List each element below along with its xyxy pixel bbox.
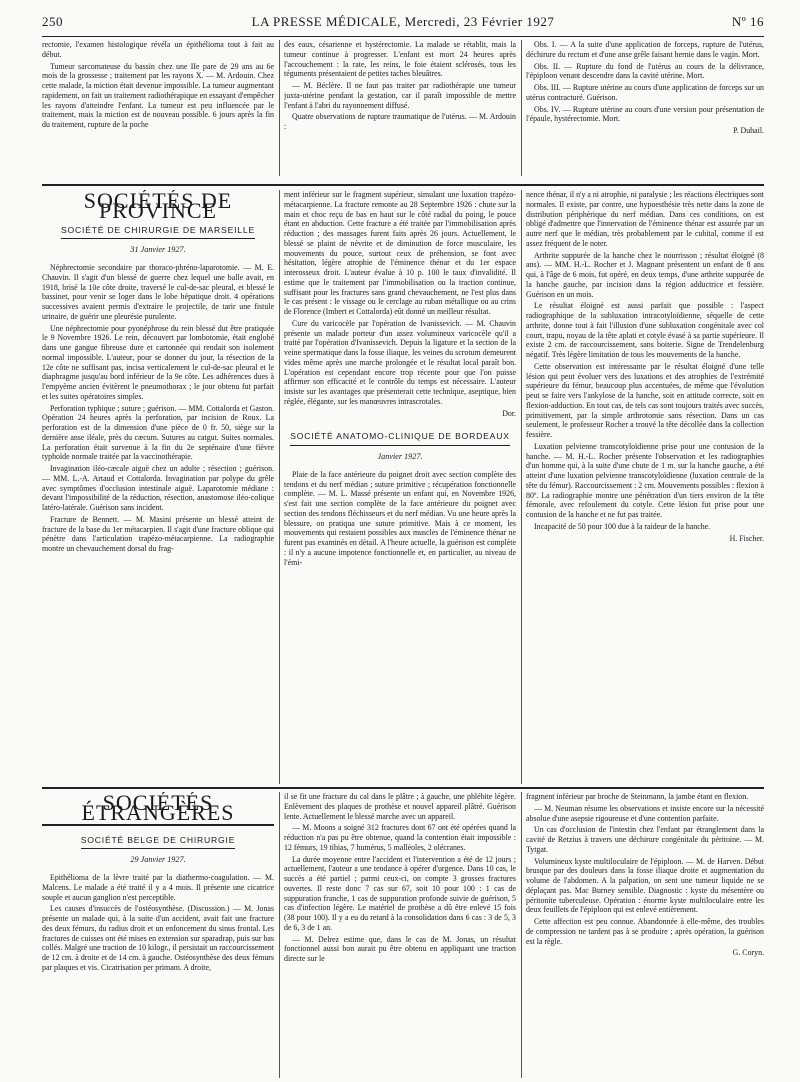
paragraph: Fracture de Bennett. — M. Masini présente un blessé atteint de fracture de la base du 1er métacarpien. Il s'agit d'une fracture oblique qui pénètre dans l'articulation trapézo-métacarpienne. La radiographie montre un chevauchement dorsal du frag- [42, 514, 274, 553]
province-column-3 [526, 190, 764, 784]
paragraph: La durée moyenne entre l'accident et l'intervention a été de 12 jours ; actuellement, l'auteur a une tendance à opérer d'urgence. Dans 10 cas, le succès a été partiel ; parmi ceux-ci, on compte 3 grosses fractures ouvertes. Il reste donc 7 cas sur 67, soit 10 pour 100 : 1 cas de suppuration franche, 1 cas de suppuration profonde suivie de guérison, 5 cas d'infection légère. Le matériel de prothèse a dû être enlevé 15 fois (38 pour 100). Il y a eu du retard à la consolidation dans 6 cas : 3 de 5, 3 de 6, 3 de 1 an. [284, 854, 516, 932]
paragraph: — M. Delrez estime que, dans le cas de M. Jonas, un résultat fonctionnel aussi bon aurait pu être obtenu en appliquant une traction directe sur le [284, 934, 516, 963]
etrangeres-column-2 [284, 792, 516, 1082]
paragraph: Le résultat éloigné est aussi parfait que possible : l'aspect radiographique de la subluxation intracotyloïdienne, séquelle de cette arthrite, donne tout à fait l'illusion d'une subluxation congénitale avec col court, trapu, noyau de la tête aplati et cotyle évasé à sa partie supérieure. Il existe 2 cm. de raccourcissement, sans boiterie. Signe de Trendelenburg négatif. Très légère limitation de tous les mouvements de la hanche. [526, 301, 764, 359]
paragraph: — M. Neuman résume les observations et insiste encore sur la nécessité absolue d'une asepsie rigoureuse et d'une contention parfaite. [526, 803, 764, 823]
section-title-province: SOCIÉTÉS DE PROVINCE [83, 190, 233, 223]
top-column-2 [284, 40, 516, 178]
paragraph: Luxation pelvienne transcotyloïdienne prise pour une contusion de la hanche. — M. H.-L. Rocher présente l'observation et les radiographies d'un homme qui, à la suite d'une chute de 1 m. sur la hanche gauche, a été atteint d'une luxation pelvienne transcotyloïdienne (luxation centrale de la tête du fémur). Raccourcissement : 2 cm. Mouvements possibles : flexion à 80º. La radiographie montre une pénétration d'un tiers environ de la tête fémorale, avec refoulement du cotyle. Cette lésion fut prise pour une contusion de la hanche et ne fut pas traitée. [526, 441, 764, 519]
paragraph: Invagination iléo-cæcale aiguë chez un adulte ; résection ; guérison. — MM. L.-A. Artaud et Cottalorda. Invagination par polype du grêle avec symptômes d'occlusion intestinale aiguë. Laparotomie médiane : devant l'impossibilité de la réduction, résection, anastomose iléo-colique latéro-latérale. Guérison sans incident. [42, 464, 274, 512]
journal-title: LA PRESSE MÉDICALE, Mercredi, 23 Février 1927 [251, 14, 555, 29]
signature: H. Fischer. [729, 533, 764, 543]
paragraph: — M. Béclère. Il ne faut pas traiter par radiothérapie une tumeur juxta-utérine pendant la gestation, car il paraît impossible de mettre l'enfant à l'abri du rayonnement diffusé. [284, 81, 516, 110]
paragraph: Incapacité de 50 pour 100 due à la raideur de la hanche. [534, 521, 711, 531]
paragraph: — M. Moons a soigné 312 fractures dont 67 ont été opérées quand la réduction n'a pas pu être obtenue, quand la contention était impossible : 12 fémurs, 19 tibias, 7 humérus, 5 malléoles, 2 olécranes. [284, 823, 516, 852]
paragraph: Obs. II. — Rupture du fond de l'utérus au cours de la délivrance, l'épiploon venant descendre dans la cavité utérine. Mort. [526, 61, 764, 81]
column-divider [521, 40, 522, 176]
paragraph: Les causes d'insuccès de l'ostéosynthèse. (Discussion.) — M. Jonas présente un malade qui, à la suite d'un accident, avait fait une fracture des deux fémurs, du radius droit et un enfoncement du sinus frontal. Les fractures de cuisses ont été mises en extension sur sparadrap, puis sur bas collés. Malgré une traction de 10 kilogr., il persistait un raccourcissement de 12 cm. à droite et de 14 cm. à gauche. Ostéosynthèse des deux fémurs par plaques et vis. Cicatrisation per primam. A droite, [42, 904, 274, 972]
etrangeres-column-1 [42, 792, 274, 1082]
paragraph: rectomie, l'examen histologique révéla un épithélioma tout à fait au début. [42, 40, 274, 59]
signature: Dor. [502, 408, 516, 418]
paragraph: Perforation typhique ; suture ; guérison. — MM. Cottalorda et Gaston. Opération 24 heures après la perforation, par incision de Roux. La perforation est de la dimension d'une pièce de 0 fr. 50, siège sur la dernière anse iléale, près du cæcum. Sutures au catgut. Suites normales. La perforation était survenue à la fin du 2e septénaire d'une fièvre typhoïde normale traitée par la vaccinothérapie. [42, 403, 274, 462]
society-title-belge: SOCIÉTÉ BELGE DE CHIRURGIE [42, 836, 274, 850]
header-rule [42, 36, 764, 37]
paragraph: Cure du varicocèle par l'opération de Ivanissevich. — M. Chauvin présente un malade porteur d'un assez volumineux varicocèle qu'il a traité par l'opération d'Ivanissevich. Depuis la ligature et la section de la veine spermatique dans la fosse iliaque, les veines du scrotum demeurent vides même après une marche prolongée et le résultat local paraît bon. L'opération est cependant encore trop récente pour que l'on puisse affirmer son efficacité et le contrôle du temps est nécessaire. L'auteur insiste sur les avantages que présenterait cette technique, aseptique, bien réglée, élégante, sur les manœuvres intrascrotales. [284, 318, 516, 406]
column-divider [279, 190, 280, 784]
session-date: 29 Janvier 1927. [130, 855, 186, 865]
paragraph: il se fit une fracture du cal dans le plâtre ; à gauche, une phlébite légère. Enlèvement des plaques de prothèse et nouvel appareil plâtré. Guérison lente. Actuellement le blessé marche avec un appareil. [284, 792, 516, 821]
paragraph: ment inférieur sur le fragment supérieur, simulant une luxation trapézo-métacarpienne. La fracture remonte au 28 Septembre 1926 : chute sur la main et choc reçu de bas en haut sur le côté radial du poing, le pouce étant en abduction. Cette fracture a été traitée par l'immobilisation après réduction ; des massages furent faits après 26 jours. Actuellement, le blessé se plaint de névrite et de diminution de force musculaire, les mouvements du pouce, surtout ceux de préhension, se font avec hésitation, légère atrophie de l'éminence thénar et du 1er espace interosseux droit. L'auteur évalue à 10 p. 100 le taux d'invalidité. Il estime que le traitement par l'immobilisation ou la traction continue, suffisant pour les fractures sans grand chevauchement, ne l'est plus dans le cas présent : le vissage ou le cerclage au ruban métallique ou au crins de Florence (Imbert et Cottalorda) eût donné un meilleur résultat. [284, 190, 516, 316]
top-column-3 [526, 40, 764, 178]
column-divider [521, 792, 522, 1078]
column-divider [521, 190, 522, 784]
paragraph: Arthrite suppurée de la hanche chez le nourrisson ; résultat éloigné (8 ans). — MM. H.-L. Rocher et J. Magnant présentent un enfant de 8 ans qui, à l'âge de 6 mois, fut opéré, en deux temps, d'une arthrite suppurée de la hanche gauche, par incision dans la région adductrice et fessière. Guérison en un mois. [526, 250, 764, 299]
society-title-bordeaux: SOCIÉTÉ ANATOMO-CLINIQUE DE BORDEAUX [284, 432, 516, 446]
paragraph: Quatre observations de rupture traumatique de l'utérus. — M. Ardouin : [284, 112, 516, 131]
signature: G. Coryn. [732, 948, 764, 958]
paragraph: Obs. I. — A la suite d'une application de forceps, rupture de l'utérus, déchirure du rectum et d'une anse grêle faisant hernie dans le vagin. Mort. [526, 40, 764, 59]
paragraph: nence thénar, il n'y a ni atrophie, ni paralysie ; les réactions électriques sont normales. Il existe, par contre, une hypoesthésie très nette dans la zone de distribution périphérique du nerf médian. Dans ces conditions, on est obligé d'admettre que l'innervation de l'éminence thénar est assurée par un autre nerf que le médian, très probablement par le cubital, comme il est assez fréquent de le noter. [526, 190, 764, 248]
paragraph: Plaie de la face antérieure du poignet droit avec section complète des tendons et du nerf médian ; suture primitive ; récupération fonctionnelle complète. — M. L. Massé présente un enfant qui, en Novembre 1926, s'est fait une section complète de la face antérieure du poignet avec section des tendons fléchisseurs et du nerf médian. Vu une heure après la blessure, on pratiqua une suture primitive. Mais à ce moment, les mouvements qui restaient possibles aux muscles de l'éminence thénar ne furent pas examinés en détail. A l'heure actuelle, la guérison est complète : il n'y a aucune impotence fonctionnelle et, en particulier, au niveau de l'émi- [284, 469, 516, 567]
section-title-etrangeres: SOCIÉTÉS ÉTRANGÈRES [42, 798, 274, 826]
paragraph: Néphrectomie secondaire par thoraco-phréno-laparotomie. — M. E. Chauvin. Il s'agit d'un blessé de guerre chez lequel une balle avait, en 1918, brisé la 10e côte droite, traversé le cul-de-sac pleural, et blessé le bassinet, pour venir se loger dans le lobe hépatique droit. 4 opérations successives avaient permis d'extraire le projectile, de tarir une fistule urinaire, de guérir une pleurésie purulente. [42, 263, 274, 321]
section-rule [42, 184, 764, 186]
province-column-1 [42, 190, 274, 784]
paragraph: Une néphrectomie pour pyonéphrose du rein blessé dut être pratiquée le 9 Novembre 1926. Le rein, découvert par lombotomie, était englobé dans une gangue fibreuse dure et cartonnée qui rendait son isolement normal impossible. L'auteur, pour se donner du jour, la résection de la 12e côte ne suffisant pas, incisa verticalement le cul-de-sac pleural et le diaphragme jusqu'au bord inférieur de la 9e côte. Les adhérences dues à l'empyème ancien évitèrent le pneumothorax ; le jour obtenu fut parfait et les suites opératoires simples. [42, 323, 274, 401]
session-date: 31 Janvier 1927. [130, 245, 186, 255]
paragraph: Obs. III. — Rupture utérine au cours d'une application de forceps sur un utérus contracturé. Guérison. [526, 83, 764, 102]
paragraph: Tumeur sarcomateuse du bassin chez une IIe pare de 29 ans au 6e mois de la grossesse ; traitement par les rayons X. — M. Ardouin. Chez cette malade, la miction était devenue impossible. La tumeur augmentant rapidement, on fait un traitement radiothérapique en essayant d'empêcher les rayons d'atteindre l'enfant. La tumeur est peu influencée par le traitement, mais la miction est de nouveau possible. 6 jours après la fin du traitement, rupture de la poche [42, 61, 274, 129]
section-rule [42, 787, 764, 789]
paragraph: Cette affection est peu connue. Abandonnée à elle-même, des troubles de compression ne tardent pas à se produire ; après opération, la guérison est la règle. [526, 917, 764, 946]
society-title-marseille: SOCIÉTÉ DE CHIRURGIE DE MARSEILLE [42, 226, 274, 240]
column-divider [279, 40, 280, 176]
etrangeres-column-3 [526, 792, 764, 1082]
page-header [42, 14, 764, 36]
top-column-1 [42, 40, 274, 178]
paragraph: Volumineux kyste multiloculaire de l'épiploon. — M. de Harven. Début brusque par des douleurs dans la fosse iliaque droite et augmentation du volume de l'abdomen. A la palpation, on sent une tumeur liquide ne se déplaçant pas. Mac Burney sensible. Diagnostic : kyste du mésentère ou péritonite tuberculeuse. Opération : énorme kyste multiloculaire entre les deux feuillets de l'épiploon qui est enlevé entièrement. [526, 856, 764, 915]
session-date: Janvier 1927. [377, 452, 423, 461]
signature: P. Duhail. [733, 126, 764, 135]
province-column-2 [284, 190, 516, 784]
paragraph: fragment inférieur par broche de Steinmann, la jambe étant en flexion. [526, 792, 749, 801]
paragraph: Cette observation est intéressante par le résultat éloigné d'une telle lésion qui peut évoluer vers des luxations et des atrophies de l'extrémité supérieure du fémur, beaucoup plus accentuées, de même que l'évolution peut se faire vers l'ankylose de la hanche, soit en attitude correcte, soit en flexion-adduction. En tout cas, de tels cas sont toujours traités avec succès, primitivement, par la simple arthrotomie sans résection. Dans un cas seulement, le professeur Rocher a trouvé la tête décollée dans la collection fessière. [526, 361, 764, 439]
page-number: 250 [42, 14, 63, 29]
issue-number: Nº 16 [731, 14, 764, 29]
paragraph: Un cas d'occlusion de l'intestin chez l'enfant par étranglement dans la cavité de Retzius à travers une déchirure congénitale du péritoine. — M. Tytgat. [526, 825, 764, 854]
paragraph: Epithélioma de la lèvre traité par la diathermo-coagulation. — M. Malcens. Le malade a été traité il y a 4 mois. Il présente une cicatrice souple et aucun ganglion n'est perceptible. [42, 873, 274, 902]
column-divider [279, 792, 280, 1078]
paragraph: des eaux, césarienne et hystérectomie. La malade se rétablit, mais la tumeur continue à progresser. L'enfant est mort 24 heures après l'accouchement : la rate, les reins, le foie étaient sclérosés, tous les téguments présentaient de petites taches bleuâtres. [284, 40, 516, 79]
paragraph: Obs. IV. — Rupture utérine au cours d'une version pour présentation de l'épaule, hystérectomie. Mort. [526, 104, 764, 124]
